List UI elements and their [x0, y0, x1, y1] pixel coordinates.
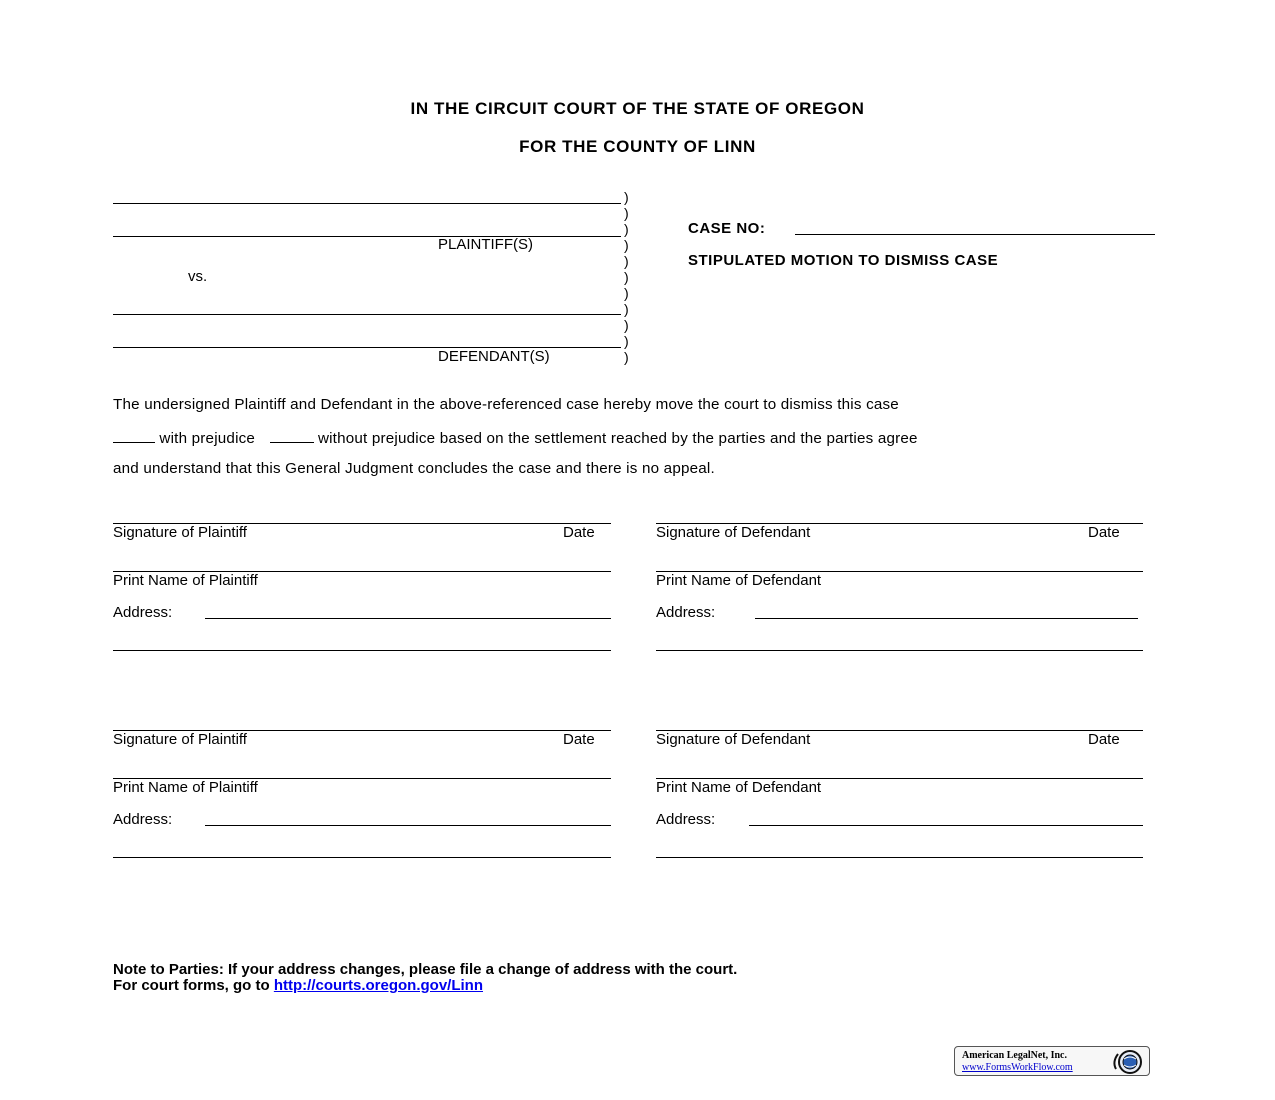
caption-paren: ) [624, 205, 629, 221]
defendant-print-name-label: Print Name of Defendant [656, 572, 822, 589]
defendant-address-line-1[interactable] [749, 825, 1143, 826]
plaintiff-address-line-1[interactable] [205, 618, 611, 619]
plaintiff-address-label: Address: [113, 604, 173, 621]
defendant-name-line-1[interactable] [113, 314, 621, 315]
address-change-note: Note to Parties: If your address changes, please file a change of address with the court. [113, 961, 738, 978]
defendant-print-name-label: Print Name of Defendant [656, 779, 822, 796]
defendant-address-label: Address: [656, 811, 716, 828]
caption-paren: ) [624, 349, 629, 365]
county-heading: FOR THE COUNTY OF LINN [519, 137, 756, 156]
defendant-label: DEFENDANT(S) [438, 348, 550, 365]
caption-paren: ) [624, 333, 629, 349]
caption-paren: ) [624, 253, 629, 269]
court-forms-prefix: For court forms, go to [113, 977, 270, 994]
plaintiff-name-line-2[interactable] [113, 236, 621, 237]
plaintiff-label: PLAINTIFF(S) [438, 236, 534, 253]
with-prejudice-text: with prejudice [159, 430, 256, 447]
body-line-2 [113, 428, 918, 447]
badge-company-name: American LegalNet, Inc. [962, 1050, 1067, 1061]
vs-label: vs. [188, 268, 208, 285]
forms-workflow-badge[interactable] [954, 1046, 1150, 1076]
court-forms-line [113, 977, 483, 994]
caption-paren: ) [624, 189, 629, 205]
defendant-address-line-2[interactable] [656, 857, 1143, 858]
plaintiff-print-name-label: Print Name of Plaintiff [113, 779, 258, 796]
plaintiff-address-label: Address: [113, 811, 173, 828]
plaintiff-print-name-label: Print Name of Plaintiff [113, 572, 258, 589]
defendant-signature-label: Signature of Defendant [656, 731, 811, 748]
plaintiff-date-label: Date [563, 731, 595, 748]
without-prejudice-blank[interactable] [270, 428, 314, 443]
document-title: STIPULATED MOTION TO DISMISS CASE [688, 252, 999, 269]
caption-paren: ) [624, 237, 629, 253]
defendant-date-label: Date [1088, 731, 1120, 748]
case-no-label: CASE NO: [688, 220, 766, 237]
caption-paren: ) [624, 269, 629, 285]
case-no-field[interactable] [795, 234, 1155, 235]
caption-paren: ) [624, 301, 629, 317]
plaintiff-signature-label: Signature of Plaintiff [113, 524, 247, 541]
plaintiff-name-line-1[interactable] [113, 203, 621, 204]
globe-logo-icon [1110, 1049, 1146, 1075]
defendant-address-label: Address: [656, 604, 716, 621]
court-heading: IN THE CIRCUIT COURT OF THE STATE OF OREGON [410, 99, 865, 118]
without-prejudice-text: without prejudice based on the settlement reached by the parties and the parties agree [317, 430, 918, 447]
plaintiff-signature-label: Signature of Plaintiff [113, 731, 247, 748]
defendant-address-line-2[interactable] [656, 650, 1143, 651]
plaintiff-address-line-2[interactable] [113, 650, 611, 651]
body-line-1: The undersigned Plaintiff and Defendant in the above-referenced case hereby move the court to dismiss this case [113, 396, 899, 413]
defendant-address-line-1[interactable] [755, 618, 1138, 619]
plaintiff-address-line-1[interactable] [205, 825, 611, 826]
body-line-3: and understand that this General Judgment concludes the case and there is no appeal. [113, 460, 715, 477]
plaintiff-address-line-2[interactable] [113, 857, 611, 858]
court-forms-link[interactable]: http://courts.oregon.gov/Linn [273, 977, 483, 994]
defendant-signature-label: Signature of Defendant [656, 524, 811, 541]
plaintiff-date-label: Date [563, 524, 595, 541]
defendant-date-label: Date [1088, 524, 1120, 541]
caption-paren: ) [624, 317, 629, 333]
caption-paren: ) [624, 285, 629, 301]
caption-paren: ) [624, 221, 629, 237]
badge-url[interactable]: www.FormsWorkFlow.com [962, 1062, 1073, 1073]
with-prejudice-blank[interactable] [113, 428, 155, 443]
